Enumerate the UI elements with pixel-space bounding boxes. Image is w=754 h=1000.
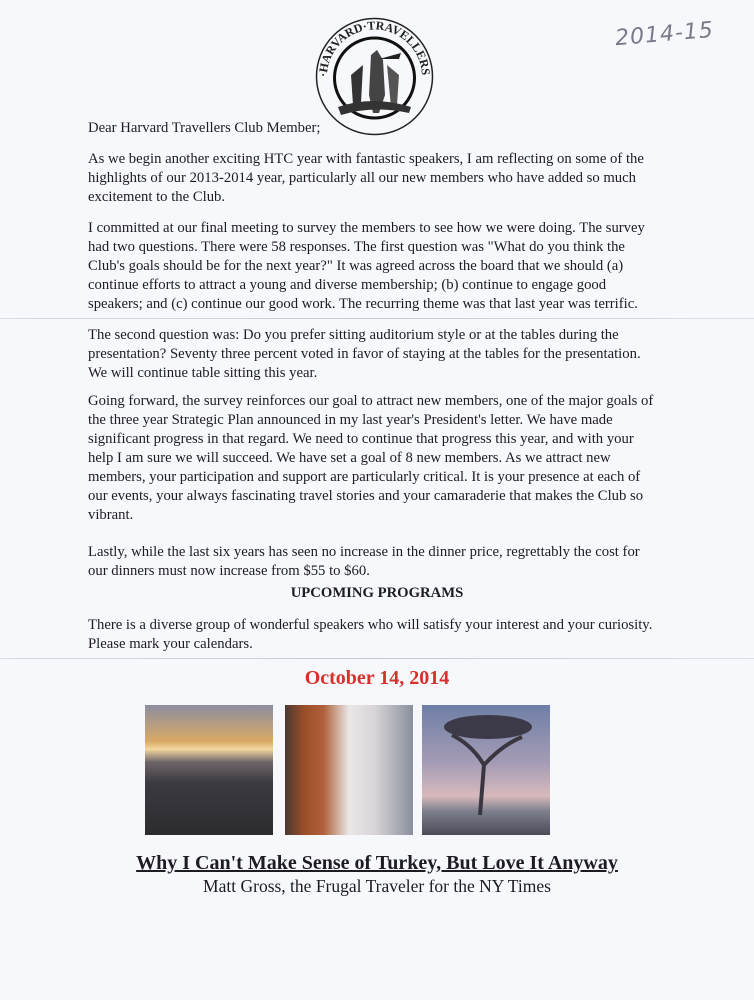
- text-line: There is a diverse group of wonderful speakers who will satisfy your interest and your curiosity.: [88, 617, 653, 633]
- upcoming-programs-heading: UPCOMING PROGRAMS: [290, 585, 464, 601]
- text-line: As we begin another exciting HTC year with fantastic speakers, I am reflecting on some of the: [88, 151, 644, 167]
- paragraph-3: [88, 326, 688, 383]
- paper-fold: [0, 658, 754, 659]
- text-line: our dinners must now increase from $55 to $60.: [88, 563, 370, 579]
- paragraph-4: [88, 392, 688, 525]
- handwritten-note: 2014-15: [614, 17, 715, 52]
- salutation: Dear Harvard Travellers Club Member;: [88, 120, 321, 136]
- programs-intro: [88, 616, 688, 654]
- svg-text:·HARVARD·TRAVELLERS·CLUB·: ·HARVARD·TRAVELLERS: [315, 18, 434, 78]
- paper-fold: [0, 318, 754, 319]
- text-line: vibrant.: [88, 507, 134, 523]
- text-line: excitement to the Club.: [88, 189, 226, 205]
- text-line: help I am sure we will succeed. We have set a goal of 8 new members. As we attract new: [88, 450, 611, 466]
- program-title: Why I Can't Make Sense of Turkey, But Love It Anyway: [136, 852, 618, 874]
- sunset-city-photo: [145, 705, 273, 835]
- text-line: I committed at our final meeting to survey the members to see how we were doing. The survey: [88, 220, 645, 236]
- program-speaker: Matt Gross, the Frugal Traveler for the NY Times: [203, 876, 551, 896]
- text-line: We will continue table sitting this year.: [88, 365, 318, 381]
- paragraph-5: [88, 543, 688, 581]
- text-line: members, your participation and support are particularly critical. It is your presence at each of: [88, 469, 641, 485]
- paragraph-1: [88, 150, 688, 207]
- event-date: October 14, 2014: [304, 667, 450, 689]
- text-line: our events, your always fascinating travel stories and your camaraderie that makes the Club so: [88, 488, 644, 504]
- text-line: speakers; and (c) continue our good work. The recurring theme was that last year was terrific.: [88, 296, 638, 312]
- text-line: Please mark your calendars.: [88, 636, 253, 652]
- text-line: The second question was: Do you prefer sitting auditorium style or at the tables during the: [88, 327, 619, 343]
- text-line: highlights of our 2013-2014 year, particularly all our new members who have added so much: [88, 170, 637, 186]
- text-line: Club's goals should be for the next year?" It was agreed across the board that we should (a): [88, 258, 624, 274]
- text-line: the three year Strategic Plan announced in my last year's President's letter. We have made: [88, 412, 613, 428]
- pine-tree-bosphorus-photo: [422, 705, 550, 835]
- text-line: Going forward, the survey reinforces our goal to attract new members, one of the major goals of: [88, 393, 654, 409]
- text-line: Lastly, while the last six years has seen no increase in the dinner price, regrettably the cost for: [88, 544, 640, 560]
- text-line: had two questions. There were 58 responses. The first question was "What do you think the: [88, 239, 625, 255]
- text-line: significant progress in that regard. We need to continue that progress this year, and with your: [88, 431, 634, 447]
- doner-kebab-chef-photo: [285, 705, 413, 835]
- text-line: presentation? Seventy three percent voted in favor of staying at the tables for the presentation.: [88, 346, 641, 362]
- paragraph-2: [88, 219, 688, 314]
- text-line: continue efforts to attract a young and diverse membership; (b) continue to engage good: [88, 277, 607, 293]
